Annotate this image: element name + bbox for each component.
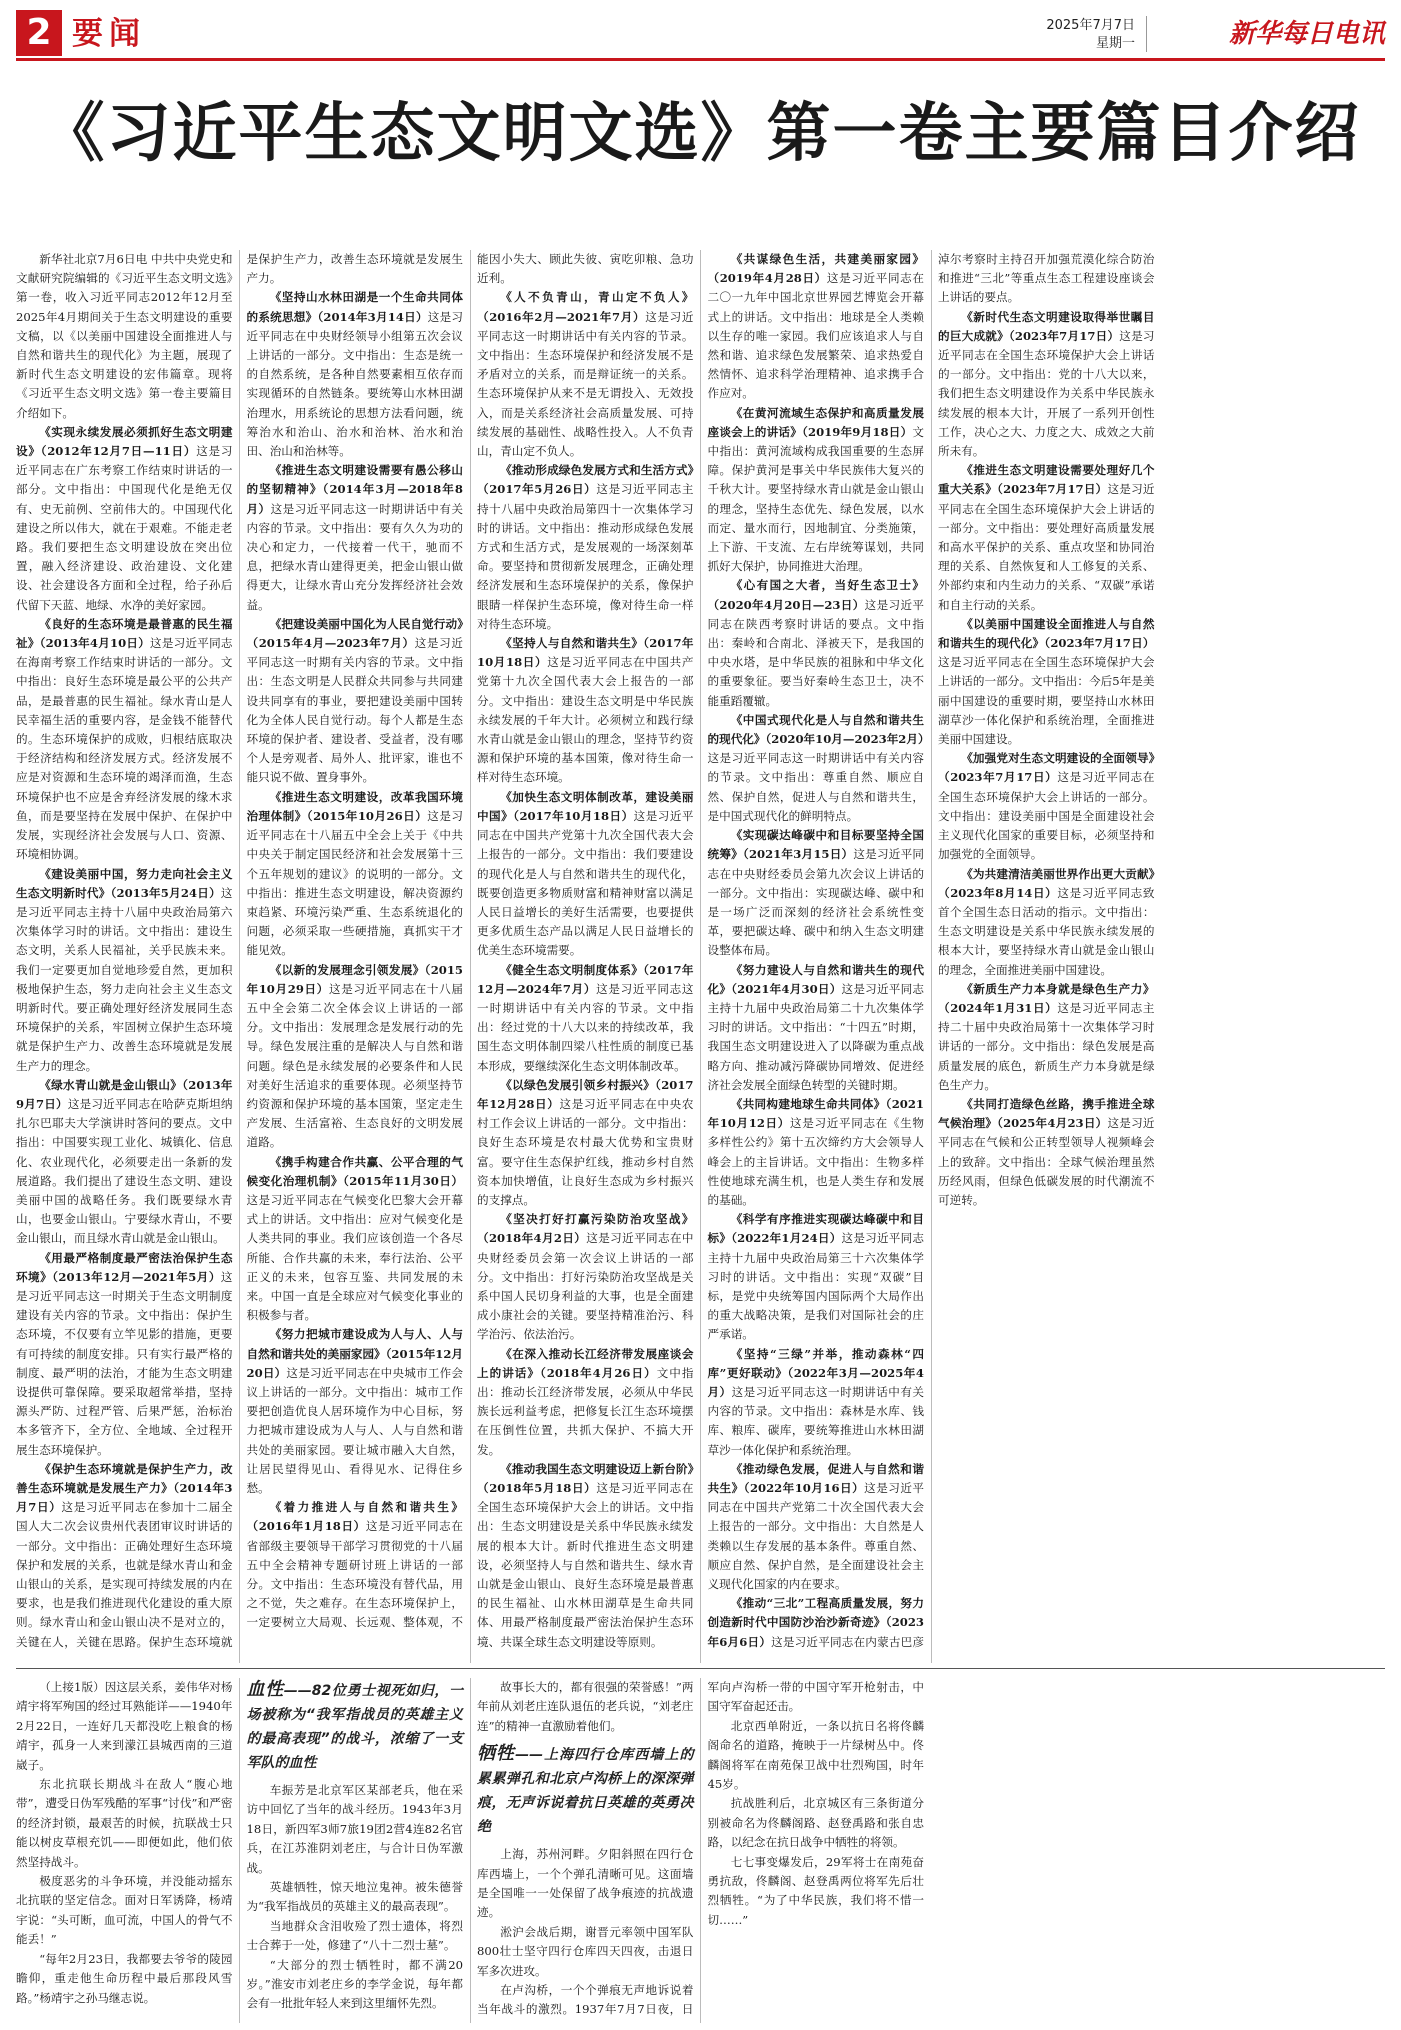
- section-body: 这是习近平同志在全国生态环境保护大会上讲话的一部分。文中指出：要处理好高质量发展和高水平保护的关系、重点攻坚和协同治理的关系、自然恢复和人工修复的关系、外部约束和内生动力的关系、“双碳”承诺和自主行动的关系。: [938, 482, 1155, 612]
- section-body: 这是习近平同志在十八届五中全会上关于《中共中央关于制定国民经济和社会发展第十三个五年规划的建议》的说明的一部分。文中指出：推进生态文明建设，解决资源约束趋紧、环境污染严重、生态系统退化的问题，必须采取一些硬措施，真抓实干才能见效。: [246, 808, 463, 958]
- section-body: 这是习近平同志主持二十届中央政治局第十一次集体学习时讲话的一部分。文中指出：绿色发展是高质量发展的底色，新质生产力本身就是绿色生产力。: [938, 1000, 1155, 1092]
- pull-quote-text: ——上海四行仓库西墙上的累累弹孔和北京卢沟桥上的深深弹痕，无声诉说着抗日英雄的英勇决绝: [477, 1747, 694, 1836]
- section-title: 《在黄河流域生态保护和高质量发展座谈会上的讲话》（2019年9月18日）: [707, 405, 924, 439]
- article-section: [247, 288, 464, 461]
- section-title: 《坚持“三绿”并举，推动森林“四库”更好联动》（2022年3月—2025年4月）: [707, 1346, 924, 1399]
- article-section: [708, 404, 925, 577]
- section-body: 这是习近平同志在气候和公正转型领导人视频峰会上的致辞。文中指出：全球气候治理虽然历经风雨，但绿色低碳发展的时代潮流不可逆转。: [938, 1116, 1155, 1207]
- section-title: 《建设美丽中国，努力走向社会主义生态文明新时代》（2013年5月24日）: [16, 866, 233, 900]
- article-section: [16, 865, 233, 1076]
- section-body: 这是习近平同志在中国共产党第十九次全国代表大会上报告的一部分。文中指出：我们要建设的现代化是人与自然和谐共生的现代化，既要创造更多物质财富和精神财富以满足人民日益增长的美好生活需要，也要提供更多优质生态产品以满足人民日益增长的优美生态环境需要。: [477, 808, 694, 958]
- section-title: 《健全生态文明制度体系》（2017年12月—2024年7月）: [477, 962, 694, 996]
- section-body: 这是习近平同志在中国共产党第二十次全国代表大会上报告的一部分。文中指出：大自然是人类赖以生存发展的基本条件。尊重自然、顺应自然、保护自然，是全面建设社会主义现代化国家的内在要求。: [707, 1481, 924, 1592]
- article-section: [477, 634, 694, 788]
- pull-quote-lead: 牺牲: [477, 1743, 516, 1765]
- section-title: 《以绿色发展引领乡村振兴》（2017年12月28日）: [477, 1077, 694, 1111]
- section-body: 这是习近平同志这一时期关于生态文明制度建设有关内容的节录。文中指出：保护生态环境，不仅要有立竿见影的措施，更要有可持续的制度安排。只有实行最严格的制度、最严明的法治，才能为生态文明建设提供可靠保障。要采取超常举措，坚持源头严防、过程严管、后果严惩，治标治本多管齐下，全方位、全地域、全过程开展生态环境保护。: [16, 1269, 233, 1457]
- page-headline: 《习近平生态文明文选》第一卷主要篇目介绍: [40, 96, 1361, 171]
- section-body: 这是习近平同志这一时期讲话中有关内容的节录。文中指出：尊重自然、顺应自然、保护自然，促进人与自然和谐共生，是中国式现代化的鲜明特点。: [707, 751, 924, 823]
- section-title: 《推进生态文明建设需要处理好几个重大关系》（2023年7月17日）: [938, 463, 1155, 497]
- feature-paragraph: 当地群众含泪收殓了烈士遗体，将烈士合葬于一处，修建了“八十二烈士墓”。: [246, 1918, 463, 1953]
- article-section: [938, 1095, 1155, 1210]
- article-lead: 新华社北京7月6日电 中共中央党史和文献研究院编辑的《习近平生态文明文选》第一卷，收入习近平同志2012年12月至2025年4月期间关于生态文明建设的重要文稿，以《以美丽中国建设全面推进人与自然和谐共生的现代化》为主题，展现了新时代生态文明建设的宏伟篇章。现将《习近平生态文明文选》第一卷主要篇目介绍如下。: [16, 252, 233, 420]
- section-title: 《良好的生态环境是最普惠的民生福祉》（2013年4月10日）: [16, 616, 233, 651]
- article-section: [708, 1095, 925, 1210]
- section-body: 这是习近平同志在十八届五中全会第二次全体会议上讲话的一部分。文中指出：发展理念是发展行动的先导。绿色发展注重的是解决人与自然和谐问题。绿色是永续发展的必要条件和人民对美好生活追求的重要体现。必须坚持节约资源和保护环境的基本国策，坚定走生产发展、生活富裕、生态良好的文明发展道路。: [246, 981, 463, 1150]
- section-body: 这是习近平同志在陕西考察时讲话的要点。文中指出：秦岭和合南北、泽被天下，是我国的中央水塔，是中华民族的祖脉和中华文化的重要象征。要当好秦岭生态卫士，决不能重蹈覆辙。: [707, 597, 924, 708]
- section-body: 这是习近平同志在中国共产党第十九次全国代表大会上报告的一部分。文中指出：建设生态文明是中华民族永续发展的千年大计。必须树立和践行绿水青山就是金山银山的理念，坚持节约资源和保护环境的基本国策，像对待生命一样对待生态环境。: [477, 655, 694, 785]
- section-title: 《推进生态文明建设，改革我国环境治理体制》（2015年10月26日）: [246, 789, 463, 823]
- section-title: 《以新的发展理念引领发展》（2015年10月29日）: [246, 962, 463, 996]
- article-section: [938, 980, 1155, 1095]
- article-section: [247, 1325, 464, 1498]
- section-title: 《共同构建地球生命共同体》（2021年10月12日）: [707, 1096, 924, 1131]
- page-number: 2: [16, 10, 62, 56]
- section-title: 《加强党对生态文明建设的全面领导》（2023年7月17日）: [938, 751, 1155, 785]
- section-body: 这是习近平同志在中央财经领导小组第五次会议上讲话的一部分。文中指出：生态是统一的自然系统，是各种自然要素相互依存而实现循环的自然链条。要统筹山水林田湖治理水，用系统论的思想方法看问题，统筹治水和治山、治水和治林、治水和治田、治山和治林等。: [246, 309, 463, 459]
- article-section: [247, 1153, 464, 1326]
- article-section: [477, 288, 694, 461]
- section-title: 《努力把城市建设成为人与人、人与自然和谐共处的美丽家园》（2015年12月20日）: [246, 1327, 464, 1380]
- feature-paragraph: “大部分的烈士牺牲时，都不满20岁。”淮安市刘老庄乡的李学金说，每年都会有一批批年轻人来到这里缅怀先烈。: [246, 1957, 463, 2011]
- article-section: [477, 461, 694, 634]
- feature-paragraph: 东北抗联长期战斗在敌人“腹心地带”，遭受日伪军残酷的军事“讨伐”和严密的经济封锁，最艰苦的时候，抗联战士只能以树皮草根充饥——即便如此，他们依然坚持战斗。: [16, 1777, 233, 1869]
- section-body: 这是习近平同志在中央财经委员会第一次会议上讲话的一部分。文中指出：打好污染防治攻坚战是关系中国人民切身利益的大事，也是全面建成小康社会的关键。要坚持精准治污、科学治污、依法治污。: [477, 1231, 694, 1342]
- section-title: 《携手构建合作共赢、公平合理的气候变化治理机制》（2015年11月30日）: [246, 1154, 463, 1188]
- article-section: [938, 865, 1155, 980]
- article-section: [16, 1076, 233, 1249]
- section-divider: [16, 1668, 1385, 1669]
- article-section: [707, 711, 930, 826]
- feature-intro: （上接1版）因这层关系，姜伟华对杨靖宇将军殉国的经过耳熟能详——1940年2月22日，一连好几天都没吃上粮食的杨靖宇，孤身一人来到濛江县城西南的三道崴子。: [16, 1680, 233, 1772]
- feature-pull-quote: [477, 1742, 694, 1839]
- article-section: [938, 308, 1155, 462]
- article-section: [938, 461, 1155, 615]
- section-title: 《实现永续发展必须抓好生态文明建设》（2012年12月7日—11日）: [16, 424, 233, 459]
- article-section: [708, 1345, 925, 1460]
- section-title: 《推动我国生态文明建设迈上新台阶》（2018年5月18日）: [477, 1461, 694, 1495]
- section-body: 这是习近平同志在全国生态环境保护大会上讲话的一部分。文中指出：建设美丽中国是全面建设社会主义现代化国家的重要目标，必须坚持和加强党的全面领导。: [938, 770, 1155, 862]
- section-title: 《坚决打好打赢污染防治攻坚战》（2018年4月2日）: [477, 1212, 694, 1246]
- section-title: 《把建设美丽中国化为人民自觉行动》（2015年4月—2023年7月）: [246, 616, 463, 651]
- feature-article: [16, 1678, 1385, 2023]
- section-body: 这是习近平同志在省部级主要领导干部学习贯彻党的十八届五中全会精神专题研讨班上讲话的一部分。文中指出：生态环境没有替代品，用之不觉，失之难存。在生态环境保护上，一定要树立大局观、长远观、整体观，不能因小失大、顾此失彼、寅吃卯粮、急功近利。: [246, 252, 694, 1630]
- section-body: 这是习近平同志在中央财经委员会第九次会议上讲话的一部分。文中指出：实现碳达峰、碳中和是一场广泛而深刻的经济社会系统性变革，要把碳达峰、碳中和纳入生态文明建设整体布局。: [707, 847, 924, 958]
- section-title: 《坚持山水林田湖是一个生命共同体的系统思想》（2014年3月14日）: [246, 290, 463, 324]
- section-body: 文中指出：推动长江经济带发展，必须从中华民族长远利益考虑，把修复长江生态环境摆在压倒性位置，共抓大保护、不搞大开发。: [477, 1365, 694, 1457]
- section-title: 《着力推进人与自然和谐共生》（2016年1月18日）: [246, 1500, 463, 1534]
- article-section: [708, 961, 925, 1095]
- section-body: 这是习近平同志在广东考察工作结束时讲话的一部分。文中指出：中国现代化是绝无仅有、史无前例、空前伟大的。中国现代化建设之所以伟大，就在于艰难。不能走老路。我们要把生态文明建设放在突出位置，融入经济建设、政治建设、文化建设、社会建设各方面和全过程，给子孙后代留下天蓝、地绿、水净的美好家园。: [16, 444, 233, 612]
- section-title: 《坚持人与自然和谐共生》（2017年10月18日）: [477, 636, 694, 670]
- section-body: 这是习近平同志在全国生态环境保护大会上讲话的一部分。文中指出：党的十八大以来，我们把生态文明建设作为关系中华民族永续发展的根本大计，开展了一系列开创性工作，决心之大、力度之大、成效之大前所未有。: [938, 328, 1155, 459]
- section-body: 这是习近平同志在气候变化巴黎大会开幕式上的讲话。文中指出：应对气候变化是人类共同的事业。我们应该创造一个各尽所能、合作共赢的未来，奉行法治、公平正义的未来，包容互鉴、共同发展的未来。中国一直是全球应对气候变化事业的积极参与者。: [246, 1192, 463, 1323]
- section-title: 《推进生态文明建设需要有愚公移山的坚韧精神》（2014年3月—2018年8月）: [246, 463, 463, 516]
- section-title: 《共同打造绿色丝路，携手推进全球气候治理》（2025年4月23日）: [938, 1096, 1155, 1131]
- feature-paragraph: 车振芳是北京军区某部老兵，他在采访中回忆了当年的战斗经历。1943年3月18日，新四军3师7旅19团2营4连82名官兵，在江苏淮阴刘老庄，与合计日伪军激战。: [246, 1783, 463, 1875]
- section-body: 这是习近平同志在内蒙古巴彦淖尔考察时主持召开加强荒漠化综合防治和推进“三北”等重点生态工程建设座谈会上讲话的要点。: [771, 252, 1155, 1649]
- section-body: 这是习近平同志在全国生态环境保护大会上的讲话。文中指出：生态文明建设是关系中华民族永续发展的根本大计。新时代推进生态文明建设，必须坚持人与自然和谐共生、绿水青山就是金山银山、良好生态环境是最普惠的民生福祉、山水林田湖草是生命共同体、用最严格制度最严密法治保护生态环境、共谋全球生态文明建设等原则。: [477, 1481, 694, 1649]
- section-body: 这是习近平同志这一时期有关内容的节录。文中指出：生态文明是人民群众共同参与共同建设共同享有的事业，要把建设美丽中国转化为全体人民自觉行动。每个人都是生态环境的保护者、建设者、受益者，没有哪个人是旁观者、局外人、批评家，谁也不能只说不做、置身事外。: [246, 636, 463, 785]
- section-title: 《在深入推动长江经济带发展座谈会上的讲话》（2018年4月26日）: [477, 1346, 694, 1380]
- article-section: [938, 615, 1155, 749]
- section-title: 《加快生态文明体制改革，建设美丽中国》（2017年10月18日）: [477, 789, 694, 823]
- article-section: [477, 1210, 694, 1344]
- feature-paragraph: 英雄牺牲，惊天地泣鬼神。被朱德誉为“我军指战员的英雄主义的最高表现”。: [246, 1880, 463, 1914]
- section-body: 这是习近平同志这一时期讲话中有关内容的节录。文中指出：要有久久为功的决心和定力，一代接着一代干，驰而不息，把绿水青山建得更美，把金山银山做得更大，让绿水青山充分发挥经济社会效益。: [246, 501, 463, 612]
- section-body: 这是习近平同志这一时期讲话中有关内容的节录。文中指出：经过党的十八大以来的持续改革，我国生态文明体制四梁八柱性质的制度已基本形成，要继续深化生态文明体制改革。: [477, 981, 694, 1073]
- article-section: [16, 1249, 233, 1460]
- section-title: 《用最严格制度最严密法治保护生态环境》（2013年12月—2021年5月）: [16, 1250, 233, 1284]
- section-body: 这是习近平同志主持十八届中央政治局第六次集体学习时的讲话。文中指出：建设生态文明，关系人民福祉，关乎民族未来。我们一定要更加自觉地珍爱自然，更加积极地保护生态，努力走向社会主义生态文明新时代。要正确处理好经济发展同生态环境保护的关系，牢固树立保护生态环境就是保护生产力、改善生态环境就是发展生产力的理念。: [16, 885, 233, 1073]
- article-section: [708, 826, 925, 960]
- section-body: 这是习近平同志致首个全国生态日活动的指示。文中指出：生态文明建设是关系中华民族永续发展的根本大计，要坚持绿水青山就是金山银山的理念，全面推进美丽中国建设。: [938, 885, 1155, 977]
- section-title: 《实现碳达峰碳中和目标要坚持全国统筹》（2021年3月15日）: [707, 828, 924, 862]
- section-title: 《努力建设人与自然和谐共生的现代化》（2021年4月30日）: [707, 962, 924, 996]
- section-title: 《以美丽中国建设全面推进人与自然和谐共生的现代化》（2023年7月17日）: [938, 616, 1155, 651]
- section-title: 《为共建清洁美丽世界作出更大贡献》（2023年8月14日）: [938, 866, 1155, 900]
- article-section: [247, 615, 464, 788]
- section-title: 《推动绿色发展，促进人与自然和谐共生》（2022年10月16日）: [707, 1461, 924, 1495]
- feature-paragraph: 抗战胜利后，北京城区有三条街道分别被命名为佟麟阁路、赵登禹路和张自忠路，以纪念在抗日战争中牺牲的将领。: [707, 1796, 924, 1850]
- article-section: [938, 749, 1155, 864]
- section-body: 这是习近平同志在中央农村工作会议上讲话的一部分。文中指出：良好生态环境是农村最大优势和宝贵财富。要守住生态保护红线，推动乡村自然资本加快增值，让良好生态成为乡村振兴的支撑点。: [477, 1096, 694, 1207]
- section-title: 《推动“三北”工程高质量发展，努力创造新时代中国防沙治沙新奇迹》（2023年6月6日）: [707, 1596, 924, 1649]
- dateline: [1046, 18, 1135, 52]
- section-title: 《绿水青山就是金山银山》（2013年9月7日）: [16, 1077, 233, 1111]
- article-section: [16, 615, 233, 865]
- article-section: [477, 1460, 694, 1652]
- section-title: 《新时代生态文明建设取得举世瞩目的巨大成就》（2023年7月17日）: [938, 309, 1155, 343]
- section-body: 这是习近平同志在参加十二届全国人大二次会议贵州代表团审议时讲话的一部分。文中指出：正确处理好生态环境保护和发展的关系，也就是绿水青山和金山银山的关系，是实现可持续发展的内在要求，也是我们推进现代化建设的重大原则。绿水青山和金山银山决不是对立的，关键在人，关键在思路。保护生态环境就是保护生产力，改善生态环境就是发展生产力。: [16, 252, 463, 1649]
- article-section: [708, 1210, 925, 1344]
- section-body: 这是习近平同志在哈萨克斯坦纳扎尔巴耶夫大学演讲时答问的要点。文中指出：中国要实现工业化、城镇化、信息化、农业现代化，必须要走出一条新的发展道路。我们提出了建设生态文明、建设美丽中国的战略任务。我们既要绿水青山，也要金山银山。宁要绿水青山，不要金山银山，而且绿水青山就是金山银山。: [16, 1096, 233, 1246]
- feature-paragraph: “每年2月23日，我都要去爷爷的陵园瞻仰，重走他生命历程中最后那段风雪路。”杨靖宇之孙马继志说。: [16, 1951, 233, 2005]
- feature-paragraph: 在卢沟桥，一个个弹痕无声地诉说着当年战斗的激烈。1937年7月7日夜，日军向卢沟桥一带的中国守军开枪射击，中国守军奋起还击。: [477, 1680, 924, 2017]
- section-body: 文中指出：黄河流域构成我国重要的生态屏障。保护黄河是事关中华民族伟大复兴的千秋大计。要坚持绿水青山就是金山银山的理念，坚持生态优先、绿色发展，以水而定、量水而行，因地制宜、分类施策，上下游、干支流、左右岸统筹谋划，共同抓好大保护，协同推进大治理。: [707, 424, 924, 574]
- newspaper-logo: 新华每日电讯: [1228, 19, 1385, 49]
- section-body: 这是习近平同志在《生物多样性公约》第十五次缔约方大会领导人峰会上的主旨讲话。文中指出：生物多样性使地球充满生机，也是人类生存和发展的基础。: [707, 1116, 924, 1207]
- section-title: 《保护生态环境就是保护生产力，改善生态环境就是发展生产力》（2014年3月7日）: [16, 1461, 233, 1515]
- section-body: 这是习近平同志主持十八届中央政治局第四十一次集体学习时的讲话。文中指出：推动形成绿色发展方式和生活方式，是发展观的一场深刻革命。要坚持和贯彻新发展理念，正确处理经济发展和生态环境保护的关系，像保护眼睛一样保护生态环境，像对待生命一样对待生态环境。: [477, 482, 694, 631]
- section-title: 《新质生产力本身就是绿色生产力》（2024年1月31日）: [938, 981, 1155, 1015]
- section-title: 《中国式现代化是人与自然和谐共生的现代化》（2020年10月—2023年2月）: [707, 712, 930, 747]
- pull-quote-lead: 血性: [246, 1679, 284, 1700]
- article-section: [477, 788, 694, 961]
- article-section: [477, 1345, 694, 1460]
- feature-paragraph: 上海，苏州河畔。夕阳斜照在四行仓库西墙上，一个个弹孔清晰可见。这面墙是全国唯一一处保留了战争痕迹的抗战遗迹。: [477, 1847, 694, 1920]
- masthead: [16, 10, 1385, 60]
- article-section: [477, 961, 694, 1076]
- pull-quote-text: ——82位勇士视死如归，一场被称为“我军指战员的英雄主义的最高表现”的战斗，浓缩了一支军队的血性: [246, 1683, 464, 1771]
- section-body: 这是习近平同志在全国生态环境保护大会上讲话的一部分。文中指出：今后5年是美丽中国建设的重要时期，要坚持山水林田湖草沙一体化保护和系统治理，全面推进美丽中国建设。: [938, 655, 1155, 747]
- section-body: 这是习近平同志这一时期讲话中有关内容的节录。文中指出：森林是水库、钱库、粮库、碳库，要统筹推进山水林田湖草沙一体化保护和系统治理。: [707, 1384, 924, 1457]
- section-body: 这是习近平同志在二〇一九年中国北京世界园艺博览会开幕式上的讲话。文中指出：地球是全人类赖以生存的唯一家园。我们应该追求人与自然和谐、追求绿色发展繁荣、追求热爱自然情怀、追求科学治理精神、追求携手合作应对。: [707, 271, 924, 401]
- masthead-divider: [1146, 16, 1147, 52]
- section-title: 《共谋绿色生活，共建美丽家园》（2019年4月28日）: [707, 252, 924, 286]
- feature-paragraph: 北京西单附近，一条以抗日名将佟麟阁命名的道路，掩映于一片绿树丛中。佟麟阁将军在南苑保卫战中壮烈殉国，时年45岁。: [707, 1718, 924, 1792]
- article-section: [708, 250, 925, 404]
- article-section: [16, 423, 233, 615]
- article-section: [247, 788, 464, 961]
- article-section: [247, 461, 464, 615]
- main-article: [16, 250, 1385, 1663]
- issue-date: 2025年7月7日: [1046, 18, 1135, 33]
- feature-paragraph: 七七事变爆发后，29军将士在南苑奋勇抗敌，佟麟阁、赵登禹两位将军先后壮烈牺牲。“为了中华民族，我们将不惜一切……”: [707, 1854, 924, 1927]
- section-name: 要闻: [72, 16, 146, 52]
- feature-paragraph: 淞沪会战后期，谢晋元率领中国军队800壮士坚守四行仓库四天四夜，击退日军多次进攻。: [477, 1924, 694, 1978]
- article-section: [247, 961, 464, 1153]
- section-body: 这是习近平同志主持十九届中央政治局第三十六次集体学习时的讲话。文中指出：实现“双碳”目标，是党中央统筹国内国际两个大局作出的重大战略决策，是我们对国际社会的庄严承诺。: [707, 1231, 924, 1342]
- article-section: [708, 1460, 925, 1594]
- article-section: [477, 1076, 694, 1210]
- issue-weekday: 星期一: [1095, 36, 1135, 51]
- masthead-rule: [16, 58, 1385, 61]
- feature-paragraph: 极度恶劣的斗争环境，并没能动摇东北抗联的坚定信念。面对日军诱降，杨靖宇说：“头可断，血可流，中国人的骨气不能丢！”: [16, 1874, 233, 1947]
- section-title: 《科学有序推进实现碳达峰碳中和目标》（2022年1月24日）: [707, 1212, 924, 1246]
- section-body: 这是习近平同志在中央城市工作会议上讲话的一部分。文中指出：城市工作要把创造优良人居环境作为中心目标，努力把城市建设成为人与人、人与自然和谐共处的美丽家园。要让城市融入大自然，让居民望得见山、看得见水、记得住乡愁。: [246, 1365, 463, 1495]
- article-section: [708, 576, 925, 710]
- section-title: 《人不负青山，青山定不负人》（2016年2月—2021年7月）: [477, 290, 694, 324]
- feature-paragraph: 故事长大的，都有很强的荣誉感！”两年前从刘老庄连队退伍的老兵说，“刘老庄连”的精神一直激励着他们。: [477, 1680, 694, 1733]
- section-title: 《心有国之大者，当好生态卫士》（2020年4月20日—23日）: [707, 578, 924, 612]
- feature-pull-quote: [247, 1678, 464, 1775]
- section-body: 这是习近平同志主持十九届中央政治局第二十九次集体学习时的讲话。文中指出：“十四五”时期，我国生态文明建设进入了以降碳为重点战略方向、推动减污降碳协同增效、促进经济社会发展全面绿色转型的关键时期。: [707, 981, 924, 1092]
- section-body: 这是习近平同志这一时期讲话中有关内容的节录。文中指出：生态环境保护和经济发展不是矛盾对立的关系，而是辩证统一的关系。生态环境保护从来不是无谓投入、无效投入，而是关系经济社会高质量发展、可持续发展的基础性、战略性投入。人不负青山，青山定不负人。: [477, 309, 694, 459]
- section-body: 这是习近平同志在海南考察工作结束时讲话的一部分。文中指出：良好生态环境是最公平的公共产品，是最普惠的民生福祉。绿水青山是人民幸福生活的重要内容，是金钱不能替代的。生态环境保护的成败，归根结底取决于经济结构和经济发展方式。经济发展不应是对资源和生态环境的竭泽而渔，生态环境保护也不应是舍弃经济发展的缘木求鱼，而是要坚持在发展中保护、在保护中发展，实现经济社会发展与人口、资源、环境相协调。: [16, 636, 233, 862]
- section-title: 《推动形成绿色发展方式和生活方式》（2017年5月26日）: [477, 463, 694, 497]
